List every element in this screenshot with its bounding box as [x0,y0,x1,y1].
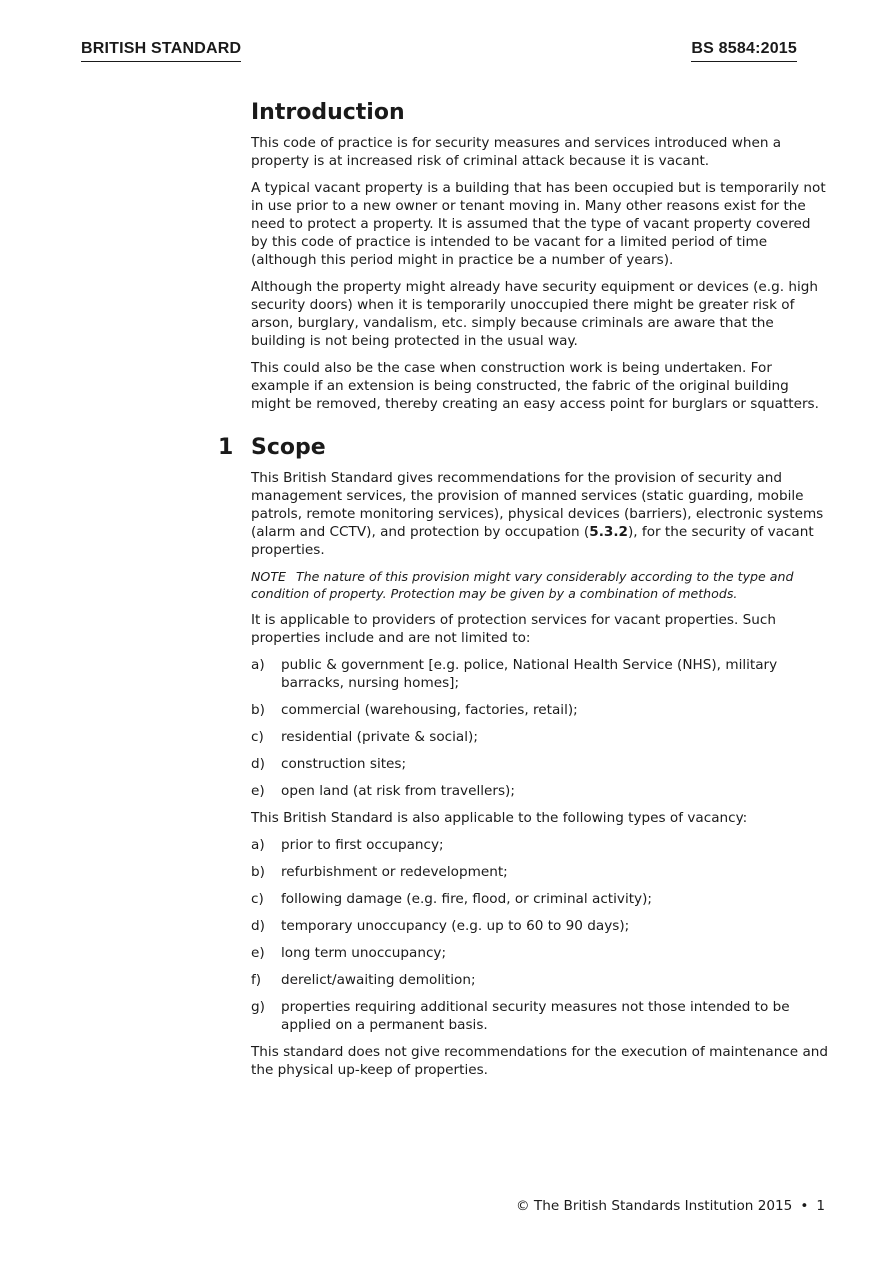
scope-paragraph: This British Standard is also applicable to the following types of vacancy: [251,810,748,826]
list-marker: d) [251,918,265,934]
list-marker: c) [251,891,264,907]
vacancy-type-list [251,836,831,1034]
list-marker: e) [251,945,265,961]
note [251,568,831,602]
footer-bullet: • [800,1198,809,1214]
list-text: long term unoccupancy; [281,945,447,961]
page-number: 1 [816,1198,825,1214]
list-marker: a) [251,657,265,673]
list-text: following damage (e.g. fire, flood, or criminal activity); [281,891,652,907]
intro-paragraph: Although the property might already have security equipment or devices (e.g. high security doors) when it is temporarily unoccupied there might be greater risk of arson, burglary, vandalism, etc. simply because criminals are aware that the building is not being protected in the usual way. [251,279,818,349]
scope-section [218,433,831,1079]
list-marker: b) [251,702,265,718]
list-marker: d) [251,756,265,772]
copyright-notice: © The British Standards Institution 2015 [516,1198,793,1214]
scope-paragraph: This standard does not give recommendations for the execution of maintenance and the physical up-keep of properties. [251,1044,829,1078]
list-marker: f) [251,972,262,988]
list-item [251,728,831,746]
list-marker: g) [251,999,265,1015]
list-item [251,656,831,692]
list-item [251,890,831,908]
section-number: 1 [218,435,234,460]
section-title: Scope [251,435,326,460]
intro-paragraph: A typical vacant property is a building that has been occupied but is temporarily not in use prior to a new owner or tenant moving in. Many other reasons exist for the need to protect a property. It is assumed that the type of vacant property covered by this code of practice is intended to be vacant for a limited period of time (although this period might in practice be a number of years). [251,180,826,268]
clause-reference: 5.3.2 [589,524,628,540]
property-type-list [251,656,831,800]
list-item [251,782,831,800]
list-marker: e) [251,783,265,799]
scope-paragraph [251,469,831,559]
list-text: prior to first occupancy; [281,837,444,853]
list-item [251,998,831,1034]
list-item [251,701,831,719]
list-item [251,944,831,962]
list-item [251,917,831,935]
intro-paragraph: This code of practice is for security measures and services introduced when a property is at increased risk of criminal attack because it is vacant. [251,135,782,169]
scope-paragraph: It is applicable to providers of protection services for vacant properties. Such properties include and are not limited to: [251,612,776,646]
list-marker: c) [251,729,264,745]
introduction-heading: Introduction [251,100,405,125]
list-text: properties requiring additional security measures not those intended to be applied on a permanent basis. [281,999,790,1033]
note-label: NOTE [251,569,286,584]
list-item [251,755,831,773]
list-item [251,836,831,854]
header-standard-number: BS 8584:2015 [691,40,797,62]
introduction-section [251,98,831,413]
list-item [251,863,831,881]
list-item [251,971,831,989]
scope-heading [218,433,831,463]
list-text: refurbishment or redevelopment; [281,864,508,880]
scope-text: This British Standard gives recommendations for the provision of security and management services, the provision of manned services (static guarding, mobile patrols, remote monitoring services), physical devices (barriers), electronic systems (alarm and CCTV), and protection by occupation ( [251,470,824,540]
list-text: temporary unoccupancy (e.g. up to 60 to 90 days); [281,918,630,934]
header-standard-label: BRITISH STANDARD [81,40,241,62]
scope-text: ), for the security of vacant properties. [251,524,814,558]
list-text: residential (private & social); [281,729,478,745]
list-text: derelict/awaiting demolition; [281,972,476,988]
page-footer [516,1198,825,1214]
note-text: The nature of this provision might vary considerably according to the type and condition of property. Protection may be given by a combination of methods. [251,569,794,601]
list-text: commercial (warehousing, factories, retail); [281,702,578,718]
list-text: construction sites; [281,756,407,772]
list-text: public & government [e.g. police, National Health Service (NHS), military barracks, nursing homes]; [281,657,778,691]
page-content [218,98,831,1088]
list-text: open land (at risk from travellers); [281,783,515,799]
list-marker: b) [251,864,265,880]
list-marker: a) [251,837,265,853]
intro-paragraph: This could also be the case when construction work is being undertaken. For example if an extension is being constructed, the fabric of the original building might be removed, thereby creating an easy access point for burglars or squatters. [251,360,819,412]
